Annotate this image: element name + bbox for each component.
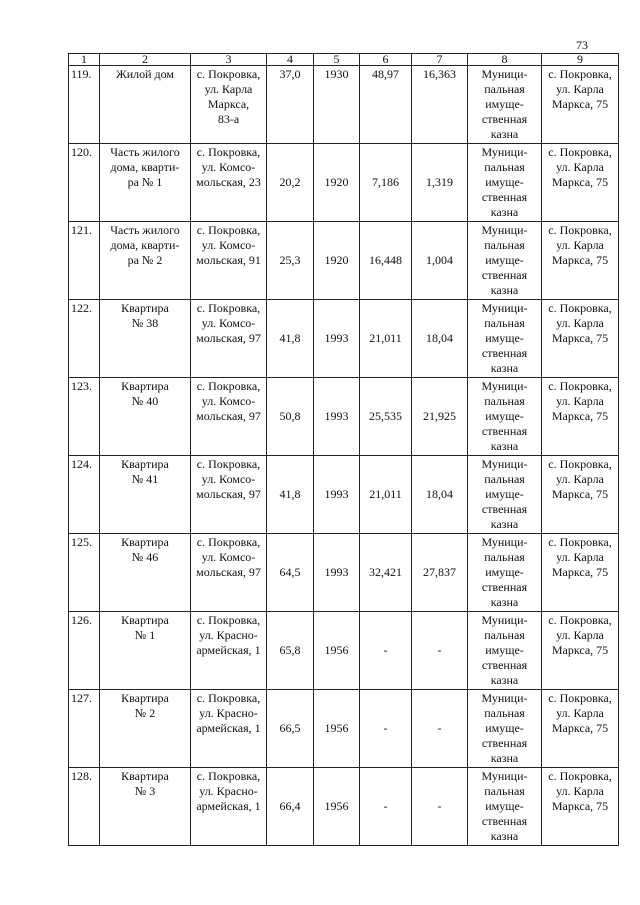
object-area-cell: 25,3 [267,222,314,300]
object-name-cell: Квартира № 40 [100,378,191,456]
object-name-cell: Квартира № 1 [100,612,191,690]
book-value-cell: 16,448 [360,222,412,300]
object-address-cell: с. Покровка, ул. Карла Маркса, 83-а [191,66,267,144]
object-name-cell: Квартира № 41 [100,456,191,534]
column-header: 5 [314,54,360,66]
residual-value-cell: - [412,612,468,690]
book-value-cell: 48,97 [360,66,412,144]
ownership-basis-cell: Муници- пальная имуще- ственная казна [468,534,542,612]
holder-address-cell: с. Покровка, ул. Карла Маркса, 75 [542,768,619,846]
book-value-cell: - [360,690,412,768]
holder-address-cell: с. Покровка, ул. Карла Маркса, 75 [542,66,619,144]
book-value-cell: 21,011 [360,456,412,534]
object-area-cell: 66,4 [267,768,314,846]
ownership-basis-cell: Муници- пальная имуще- ственная казна [468,66,542,144]
page-number: 73 [576,38,588,52]
residual-value-cell: - [412,690,468,768]
object-address-cell: с. Покровка, ул. Комсо- мольская, 97 [191,378,267,456]
book-value-cell: 32,421 [360,534,412,612]
property-registry-table [68,53,619,846]
column-header: 6 [360,54,412,66]
construction-year-cell: 1920 [314,222,360,300]
holder-address-cell: с. Покровка, ул. Карла Маркса, 75 [542,690,619,768]
construction-year-cell: 1993 [314,378,360,456]
object-name-cell: Квартира № 3 [100,768,191,846]
table-row [69,300,619,378]
residual-value-cell: 16,363 [412,66,468,144]
residual-value-cell: 18,04 [412,456,468,534]
book-value-cell: - [360,612,412,690]
object-address-cell: с. Покровка, ул. Комсо- мольская, 91 [191,222,267,300]
construction-year-cell: 1956 [314,612,360,690]
residual-value-cell: 21,925 [412,378,468,456]
residual-value-cell: 1,004 [412,222,468,300]
construction-year-cell: 1956 [314,768,360,846]
ownership-basis-cell: Муници- пальная имуще- ственная казна [468,300,542,378]
ownership-basis-cell: Муници- пальная имуще- ственная казна [468,768,542,846]
holder-address-cell: с. Покровка, ул. Карла Маркса, 75 [542,378,619,456]
record-number-cell: 121. [69,222,100,300]
ownership-basis-cell: Муници- пальная имуще- ственная казна [468,378,542,456]
holder-address-cell: с. Покровка, ул. Карла Маркса, 75 [542,222,619,300]
object-area-cell: 37,0 [267,66,314,144]
object-name-cell: Жилой дом [100,66,191,144]
residual-value-cell: 18,04 [412,300,468,378]
object-address-cell: с. Покровка, ул. Красно- армейская, 1 [191,690,267,768]
object-name-cell: Часть жилого дома, кварти- ра № 1 [100,144,191,222]
construction-year-cell: 1956 [314,690,360,768]
holder-address-cell: с. Покровка, ул. Карла Маркса, 75 [542,300,619,378]
residual-value-cell: 1,319 [412,144,468,222]
column-number-header-row [69,54,619,66]
object-area-cell: 20,2 [267,144,314,222]
holder-address-cell: с. Покровка, ул. Карла Маркса, 75 [542,612,619,690]
ownership-basis-cell: Муници- пальная имуще- ственная казна [468,222,542,300]
construction-year-cell: 1993 [314,456,360,534]
table-row [69,768,619,846]
record-number-cell: 128. [69,768,100,846]
holder-address-cell: с. Покровка, ул. Карла Маркса, 75 [542,144,619,222]
table-row [69,690,619,768]
column-header: 7 [412,54,468,66]
record-number-cell: 122. [69,300,100,378]
ownership-basis-cell: Муници- пальная имуще- ственная казна [468,144,542,222]
book-value-cell: 25,535 [360,378,412,456]
object-area-cell: 65,8 [267,612,314,690]
column-header: 8 [468,54,542,66]
object-name-cell: Квартира № 46 [100,534,191,612]
object-area-cell: 41,8 [267,456,314,534]
construction-year-cell: 1993 [314,300,360,378]
table-row [69,66,619,144]
construction-year-cell: 1920 [314,144,360,222]
record-number-cell: 126. [69,612,100,690]
object-name-cell: Квартира № 38 [100,300,191,378]
construction-year-cell: 1930 [314,66,360,144]
record-number-cell: 120. [69,144,100,222]
residual-value-cell: 27,837 [412,534,468,612]
object-area-cell: 41,8 [267,300,314,378]
column-header: 3 [191,54,267,66]
holder-address-cell: с. Покровка, ул. Карла Маркса, 75 [542,456,619,534]
ownership-basis-cell: Муници- пальная имуще- ственная казна [468,612,542,690]
object-address-cell: с. Покровка, ул. Красно- армейская, 1 [191,768,267,846]
book-value-cell: 21,011 [360,300,412,378]
object-address-cell: с. Покровка, ул. Комсо- мольская, 97 [191,534,267,612]
table-row [69,456,619,534]
object-area-cell: 64,5 [267,534,314,612]
object-address-cell: с. Покровка, ул. Комсо- мольская, 97 [191,300,267,378]
book-value-cell: 7,186 [360,144,412,222]
object-address-cell: с. Покровка, ул. Красно- армейская, 1 [191,612,267,690]
object-name-cell: Часть жилого дома, кварти- ра № 2 [100,222,191,300]
holder-address-cell: с. Покровка, ул. Карла Маркса, 75 [542,534,619,612]
record-number-cell: 119. [69,66,100,144]
table-row [69,222,619,300]
registry-body [69,66,619,846]
column-header: 2 [100,54,191,66]
table-row [69,144,619,222]
object-area-cell: 50,8 [267,378,314,456]
column-header: 9 [542,54,619,66]
object-address-cell: с. Покровка, ул. Комсо- мольская, 23 [191,144,267,222]
record-number-cell: 125. [69,534,100,612]
column-header: 4 [267,54,314,66]
book-value-cell: - [360,768,412,846]
record-number-cell: 124. [69,456,100,534]
column-header: 1 [69,54,100,66]
record-number-cell: 127. [69,690,100,768]
object-name-cell: Квартира № 2 [100,690,191,768]
table-row [69,378,619,456]
table-row [69,534,619,612]
object-address-cell: с. Покровка, ул. Комсо- мольская, 97 [191,456,267,534]
ownership-basis-cell: Муници- пальная имуще- ственная казна [468,690,542,768]
residual-value-cell: - [412,768,468,846]
record-number-cell: 123. [69,378,100,456]
construction-year-cell: 1993 [314,534,360,612]
ownership-basis-cell: Муници- пальная имуще- ственная казна [468,456,542,534]
table-row [69,612,619,690]
object-area-cell: 66,5 [267,690,314,768]
